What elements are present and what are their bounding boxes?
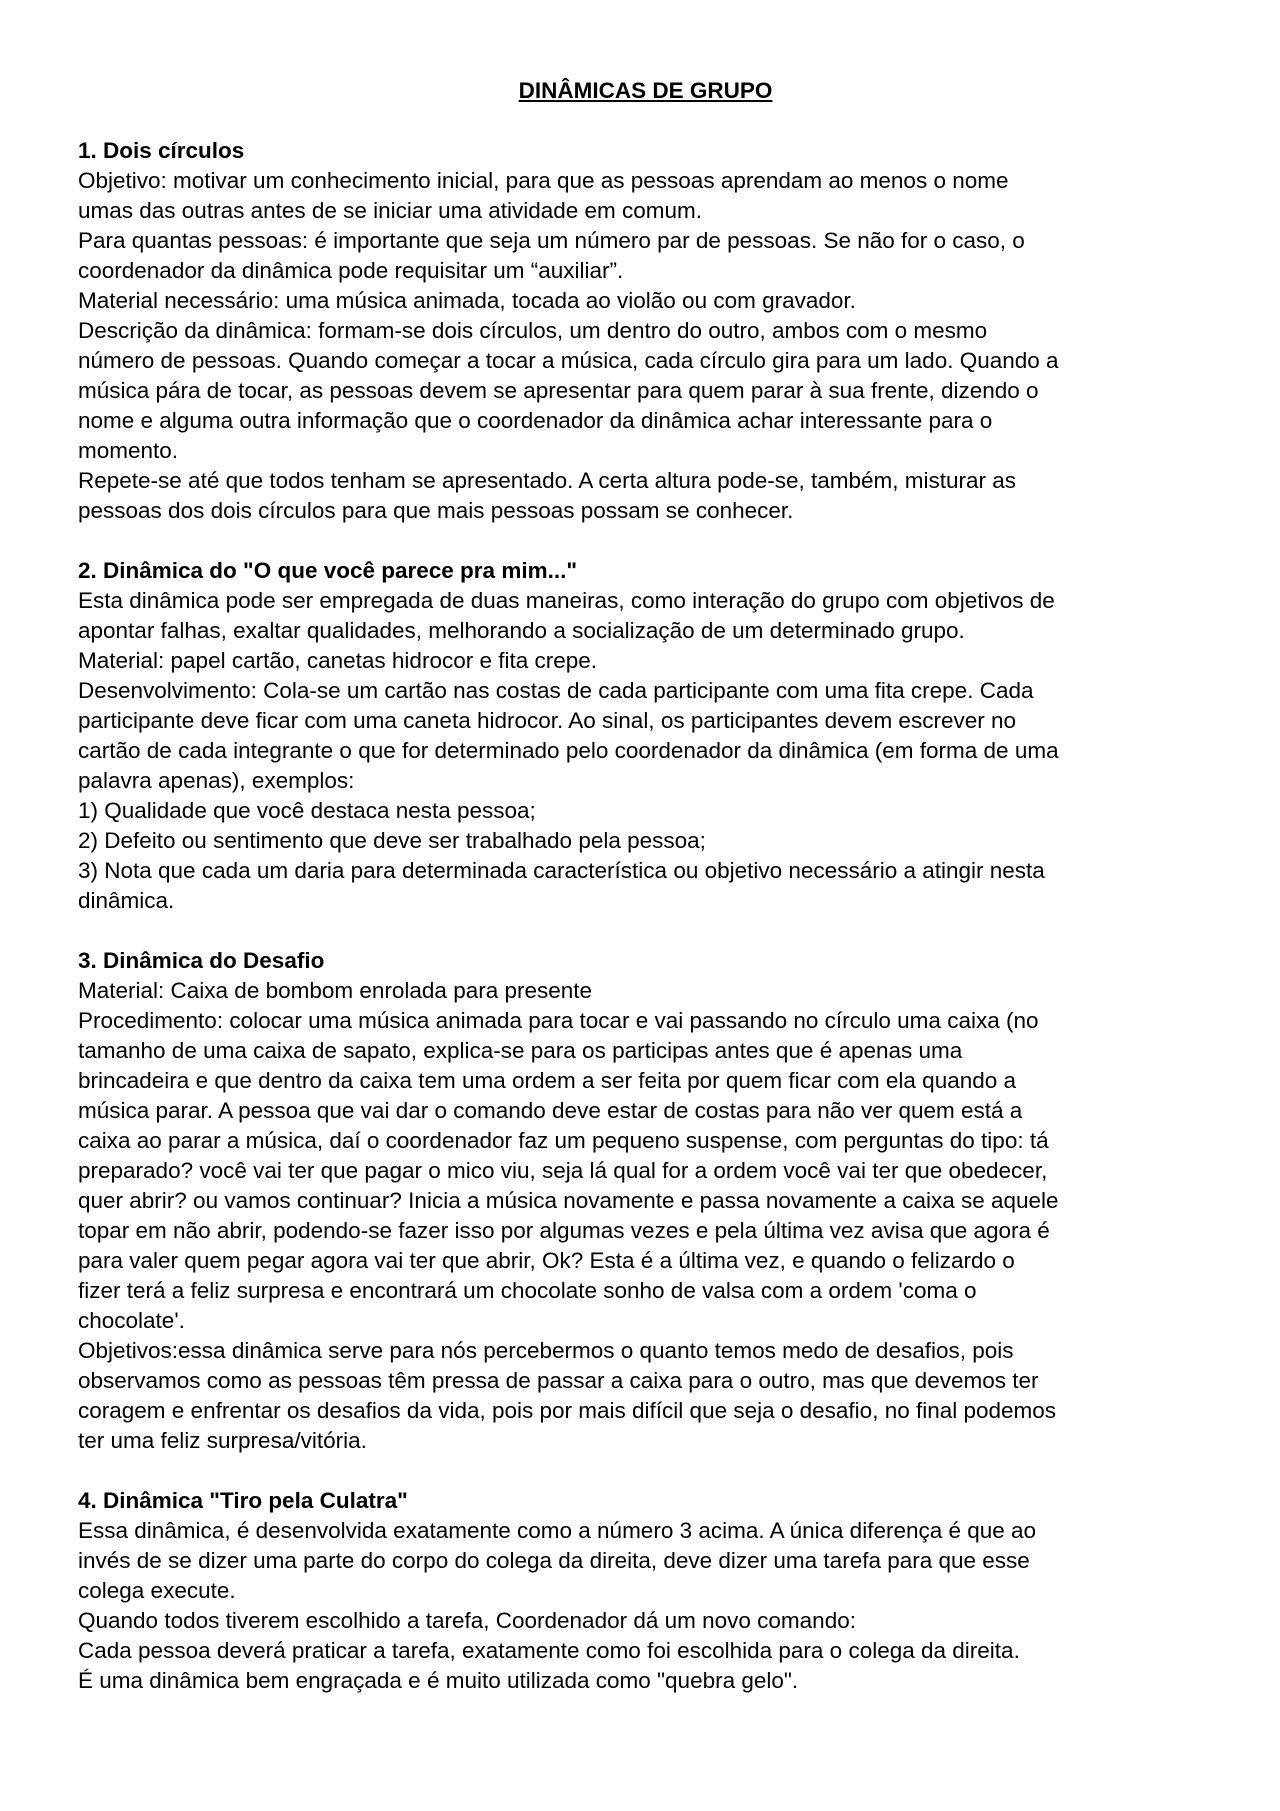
section-heading: 2. Dinâmica do "O que você parece pra mim..."	[78, 558, 578, 583]
paragraph: Para quantas pessoas: é importante que seja um número par de pessoas. Se não for o caso, o coordenador da dinâmica pode requisitar um “auxiliar”.	[78, 228, 1025, 283]
paragraph: É uma dinâmica bem engraçada e é muito utilizada como "quebra gelo".	[78, 1668, 799, 1693]
paragraph: Descrição da dinâmica: formam-se dois círculos, um dentro do outro, ambos com o mesmo número de pessoas. Quando começar a tocar a música, cada círculo gira para um lado. Quando a música pára de tocar, as pessoas devem se apresentar para quem parar à sua frente, dizendo o nome e alguma outra informação que o coordenador da dinâmica achar interessante para o momento.	[78, 318, 1059, 463]
section-heading: 3. Dinâmica do Desafio	[78, 948, 325, 973]
document-title: DINÂMICAS DE GRUPO	[518, 78, 773, 103]
paragraph: 3) Nota que cada um daria para determinada característica ou objetivo necessário a atingir nesta dinâmica.	[78, 858, 1045, 913]
paragraph: Cada pessoa deverá praticar a tarefa, exatamente como foi escolhida para o colega da direita.	[78, 1638, 1020, 1663]
document-page	[78, 76, 1213, 1726]
paragraph: Esta dinâmica pode ser empregada de duas maneiras, como interação do grupo com objetivos de apontar falhas, exaltar qualidades, melhorando a socialização de um determinado grupo.	[78, 588, 1055, 643]
sections-container	[78, 136, 1213, 1696]
section-heading: 4. Dinâmica "Tiro pela Culatra"	[78, 1488, 408, 1513]
section-4	[78, 1486, 1213, 1696]
paragraph: Quando todos tiverem escolhido a tarefa, Coordenador dá um novo comando:	[78, 1608, 856, 1633]
paragraph: Desenvolvimento: Cola-se um cartão nas costas de cada participante com uma fita crepe. Cada participante deve ficar com uma caneta hidrocor. Ao sinal, os participantes devem escrever no cartão de cada integrante o que for determinado pelo coordenador da dinâmica (em forma de uma palavra apenas), exemplos:	[78, 678, 1059, 793]
section-3	[78, 946, 1213, 1456]
paragraph: Material: Caixa de bombom enrolada para presente	[78, 978, 593, 1003]
paragraph: Material necessário: uma música animada, tocada ao violão ou com gravador.	[78, 288, 856, 313]
paragraph: Procedimento: colocar uma música animada para tocar e vai passando no círculo uma caixa (no tamanho de uma caixa de sapato, explica-se para os participas antes que é apenas uma brincadeira e que dentro da caixa tem uma ordem a ser feita por quem ficar com ela quando a música parar. A pessoa que vai dar o comando deve estar de costas para não ver quem está a caixa ao parar a música, daí o coordenador faz um pequeno suspense, com perguntas do tipo: tá preparado? você vai ter que pagar o mico viu, seja lá qual for a ordem você vai ter que obedecer, quer abrir? ou vamos continuar? Inicia a música novamente e passa novamente a caixa se aquele topar em não abrir, podendo-se fazer isso por algumas vezes e pela última vez avisa que agora é para valer quem pegar agora vai ter que abrir, Ok? Esta é a última vez, e quando o felizardo o fizer terá a feliz surpresa e encontrará um chocolate sonho de valsa com a ordem 'coma o chocolate'.	[78, 1008, 1059, 1333]
paragraph: Objetivos:essa dinâmica serve para nós percebermos o quanto temos medo de desafios, pois observamos como as pessoas têm pressa de passar a caixa para o outro, mas que devemos ter coragem e enfrentar os desafios da vida, pois por mais difícil que seja o desafio, no final podemos ter uma feliz surpresa/vitória.	[78, 1338, 1057, 1453]
section-1	[78, 136, 1213, 526]
paragraph: 1) Qualidade que você destaca nesta pessoa;	[78, 798, 536, 823]
paragraph: Material: papel cartão, canetas hidrocor e fita crepe.	[78, 648, 598, 673]
paragraph: Repete-se até que todos tenham se apresentado. A certa altura pode-se, também, misturar as pessoas dos dois círculos para que mais pessoas possam se conhecer.	[78, 468, 1017, 523]
section-heading: 1. Dois círculos	[78, 138, 245, 163]
paragraph: Objetivo: motivar um conhecimento inicial, para que as pessoas aprendam ao menos o nome umas das outras antes de se iniciar uma atividade em comum.	[78, 168, 1009, 223]
section-2	[78, 556, 1213, 916]
paragraph: 2) Defeito ou sentimento que deve ser trabalhado pela pessoa;	[78, 828, 706, 853]
paragraph: Essa dinâmica, é desenvolvida exatamente como a número 3 acima. A única diferença é que ao invés de se dizer uma parte do corpo do colega da direita, deve dizer uma tarefa para que esse colega execute.	[78, 1518, 1037, 1603]
